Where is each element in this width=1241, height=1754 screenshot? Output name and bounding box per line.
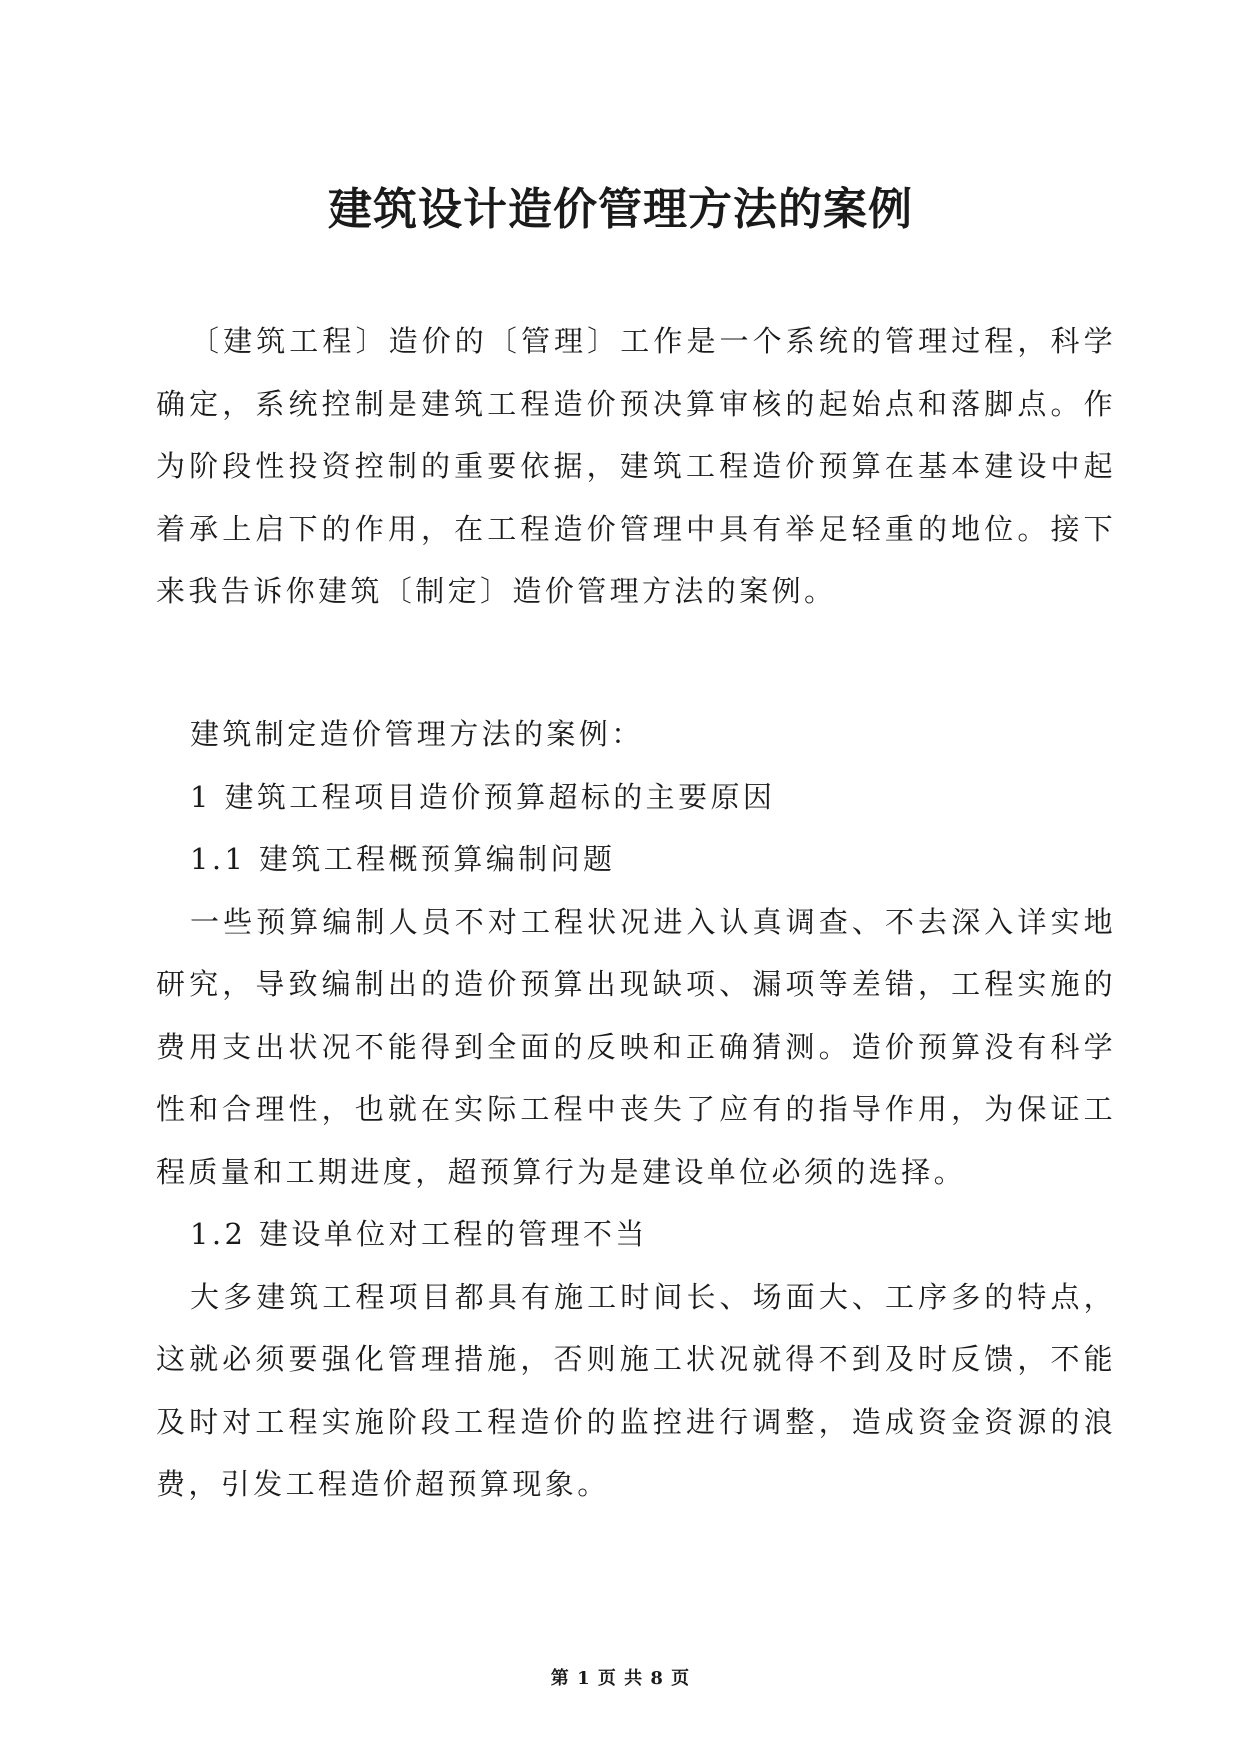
heading-1-1: 1.1 建筑工程概预算编制问题: [190, 842, 616, 876]
heading-1: 1 建筑工程项目造价预算超标的主要原因: [190, 779, 776, 814]
document-title: 建筑设计造价管理方法的案例: [328, 184, 913, 235]
page-number-footer: 第 1 页 共 8 页: [550, 1668, 691, 1689]
paragraph-1-2: 大多建筑工程项目都具有施工时间长、场面大、工序多的特点，这就必须要强化管理措施，否则施工状况就得不到及时反馈，不能及时对工程实施阶段工程造价的监控进行调整，造成资金资源的浪费，引发工程造价超预算现象。: [156, 1279, 1116, 1501]
section-intro: 建筑制定造价管理方法的案例：: [190, 717, 644, 751]
intro-paragraph: 〔建筑工程〕造价的〔管理〕工作是一个系统的管理过程，科学确定，系统控制是建筑工程造价预决算审核的起始点和落脚点。作为阶段性投资控制的重要依据，建筑工程造价预算在基本建设中起着承上启下的作用，在工程造价管理中具有举足轻重的地位。接下来我告诉你建筑〔制定〕造价管理方法的案例。: [156, 324, 1116, 608]
section-block: [156, 703, 1116, 1516]
heading-1-2: 1.2 建设单位对工程的管理不当: [190, 1217, 648, 1251]
paragraph-1-1: 一些预算编制人员不对工程状况进入认真调查、不去深入详实地研究，导致编制出的造价预算出现缺项、漏项等差错，工程实施的费用支出状况不能得到全面的反映和正确猜测。造价预算没有科学性和合理性，也就在实际工程中丧失了应有的指导作用，为保证工程质量和工期进度，超预算行为是建设单位必须的选择。: [156, 904, 1116, 1189]
intro-block: [156, 310, 1116, 623]
